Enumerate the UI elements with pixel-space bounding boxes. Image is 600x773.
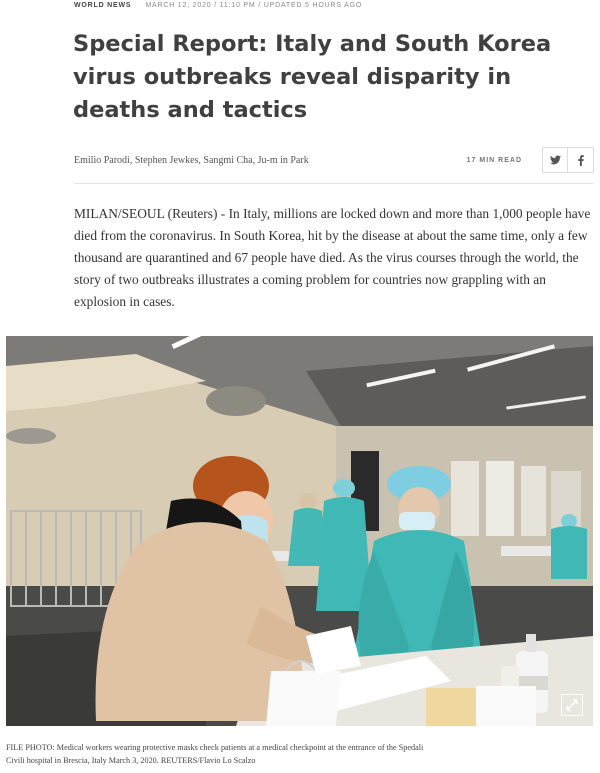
photo-caption: FILE PHOTO: Medical workers wearing protective masks check patients at a medical checkpoint at the entrance of the Spedali Civili hospital in Brescia, Italy March 3, 2020. REUTERS/Flavio Lo Scalzo [6,743,424,765]
expand-photo-button[interactable] [561,694,583,716]
twitter-share-button[interactable] [542,147,568,173]
byline [74,146,594,174]
share-buttons [542,147,594,173]
twitter-icon [550,155,561,165]
article-photo[interactable] [6,336,593,726]
facebook-icon [578,155,584,166]
article-headline: Special Report: Italy and South Korea virus outbreaks reveal disparity in deaths and tactics [73,31,552,123]
dateline: MARCH 12, 2020 / 11:10 PM / UPDATED 5 HOURS AGO [145,1,363,9]
article-meta [74,0,362,10]
author-list[interactable]: Emilio Parodi, Stephen Jewkes, Sangmi Cha, Ju-m in Park [74,154,309,166]
expand-icon [566,699,578,711]
article-lede: MILAN/SEOUL (Reuters) - In Italy, millions are locked down and more than 1,000 people have died from the coronavirus. In South Korea, hit by the disease at about the same time, only a few thousand are quarantined and 67 people have died. As the virus courses through the world, the story of two outbreaks illustrates a coming problem for countries now grappling with an explosion in cases. [74,206,591,309]
section-label[interactable]: WORLD NEWS [74,1,132,9]
facebook-share-button[interactable] [568,147,594,173]
hospital-checkpoint-photo [6,336,593,726]
byline-divider [74,183,594,184]
read-time: 17 MIN READ [466,156,522,164]
